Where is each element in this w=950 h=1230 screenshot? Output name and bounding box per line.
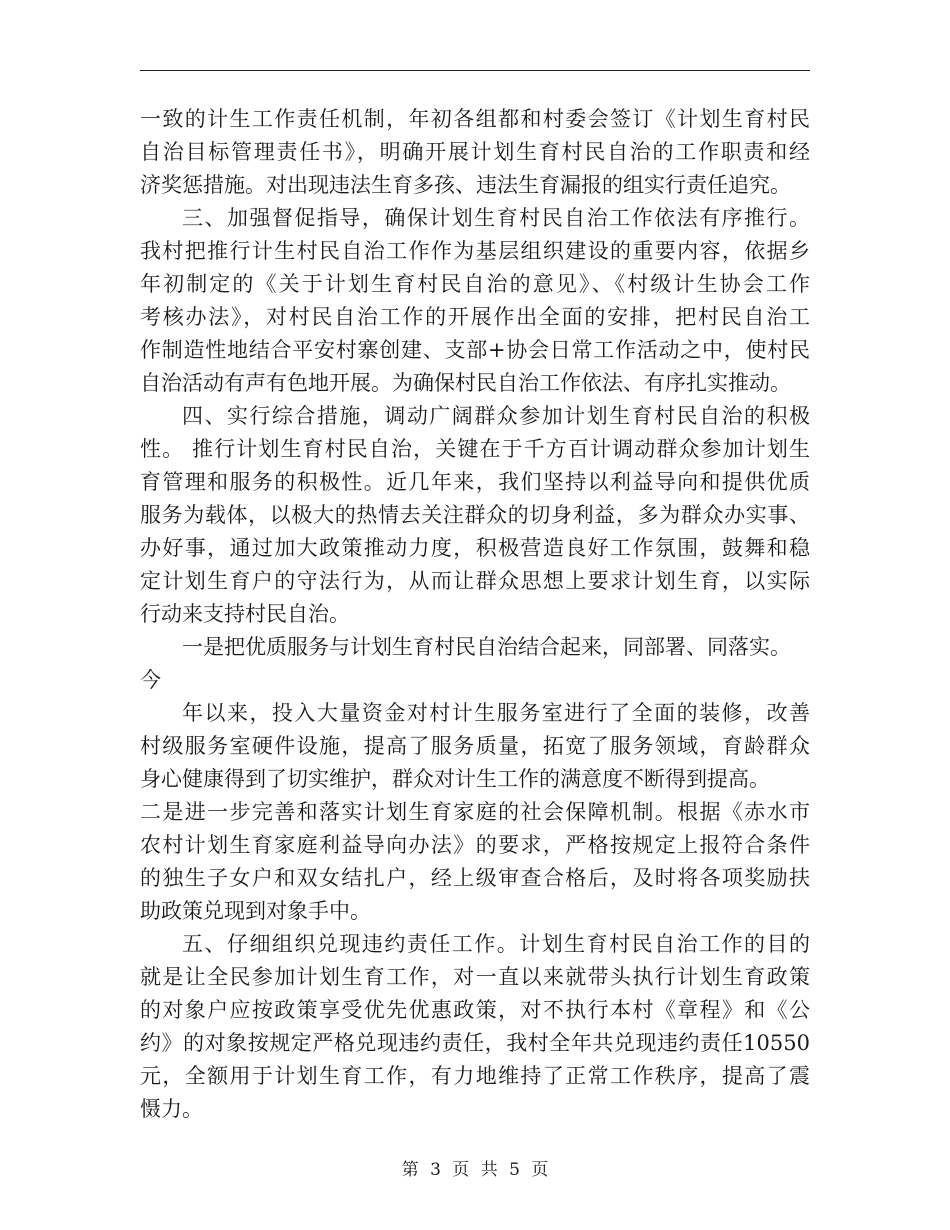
header-rule (140, 70, 810, 71)
text-line: 身心健康得到了切实维护，群众对计生工作的满意度不断得到提高。 (140, 767, 770, 791)
text-line: 就是让全民参加计划生育工作，对一直以来就带头执行计划生育政策 (140, 965, 810, 989)
text-line: 一致的计生工作责任机制，年初各组都和村委会签订《计划生育村民 (140, 107, 810, 131)
text-line: 济奖惩措施。对出现违法生育多孩、违法生育漏报的组实行责任追究。 (140, 173, 791, 197)
text-line: 的对象户应按政策享受优先优惠政策，对不执行本村《章程》和《公 (140, 998, 810, 1022)
text-line: 自治目标管理责任书》，明确开展计划生育村民自治的工作职责和经 (140, 140, 810, 164)
text-line: 服务为载体，以极大的热情去关注群众的切身利益，多为群众办实事、 (140, 503, 810, 527)
text-line: 性。 推行计划生育村民自治，关键在于千方百计调动群众参加计划生 (140, 437, 810, 461)
text-line: 育管理和服务的积极性。近几年来，我们坚持以利益导向和提供优质 (140, 470, 810, 494)
text-line: 行动来支持村民自治。 (140, 602, 350, 626)
page-number-footer: 第 3 页 共 5 页 (401, 1160, 549, 1180)
text-line: 的独生子女户和双女结扎户，经上级审查合格后，及时将各项奖励扶 (140, 866, 810, 890)
text-line: 自治活动有声有色地开展。为确保村民自治工作依法、有序扎实推动。 (140, 371, 791, 395)
text-line: 办好事，通过加大政策推动力度，积极营造良好工作氛围，鼓舞和稳 (140, 536, 810, 560)
section-heading-line: 四、实行综合措施，调动广阔群众参加计划生育村民自治的积极 (182, 404, 810, 428)
text-line: 慑力。 (140, 1097, 203, 1121)
text-line: 年以来，投入大量资金对村计生服务室进行了全面的装修，改善 (182, 701, 810, 725)
text-line: 年初制定的《关于计划生育村民自治的意见》、《村级计生协会工作 (140, 272, 810, 296)
text-line: 考核办法》，对村民自治工作的开展作出全面的安排，把村民自治工 (140, 305, 810, 329)
section-heading-line: 五、仔细组织兑现违约责任工作。计划生育村民自治工作的目的 (182, 932, 810, 956)
text-line: 我村把推行计生村民自治工作作为基层组织建设的重要内容，依据乡 (140, 239, 810, 263)
section-heading-line: 三、加强督促指导，确保计划生育村民自治工作依法有序推行。 (182, 206, 810, 230)
text-line: 元，全额用于计划生育工作，有力地维持了正常工作秩序，提高了震 (140, 1064, 810, 1088)
document-body (140, 103, 810, 1126)
text-line: 约》的对象按规定严格兑现违约责任，我村全年共兑现违约责任10550 (140, 1031, 810, 1055)
text-line: 村级服务室硬件设施，提高了服务质量，拓宽了服务领域，育龄群众 (140, 734, 810, 758)
text-line: 二是进一步完善和落实计划生育家庭的社会保障机制。根据《赤水市 (140, 800, 810, 824)
text-line: 作制造性地结合平安村寨创建、支部+协会日常工作活动之中，使村民 (140, 338, 810, 362)
text-line: 定计划生育户的守法行为，从而让群众思想上要求计划生育，以实际 (140, 569, 810, 593)
text-line: 农村计划生育家庭利益导向办法》的要求，严格按规定上报符合条件 (140, 833, 810, 857)
text-line: 助政策兑现到对象手中。 (140, 899, 371, 923)
text-line: 一是把优质服务与计划生育村民自治结合起来，同部署、同落实。 (182, 635, 791, 659)
text-line: 今 (140, 668, 161, 692)
